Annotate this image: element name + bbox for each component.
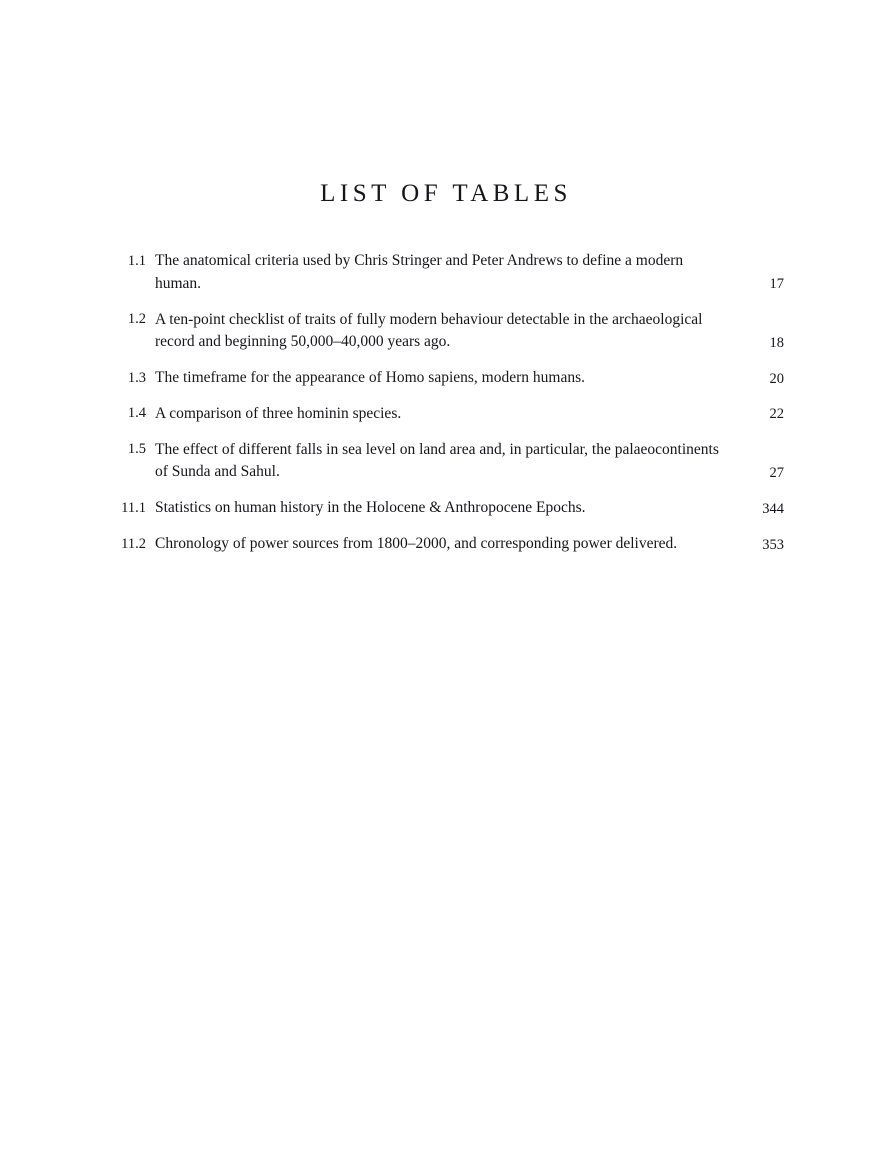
list-of-tables [108, 250, 784, 569]
page-number: 353 [762, 536, 784, 553]
table-caption-text: The anatomical criteria used by Chris Stringer and Peter Andrews to define a modern human. [155, 252, 684, 292]
list-item[interactable] [108, 403, 784, 426]
table-caption-italic: Homo sapiens [385, 369, 474, 387]
list-item[interactable] [108, 439, 784, 485]
table-caption [155, 439, 738, 485]
table-caption [155, 403, 738, 426]
page-number: 20 [769, 370, 784, 387]
list-item[interactable] [108, 309, 784, 355]
page-number: 22 [769, 406, 784, 423]
table-caption-text: The timeframe for the appearance of [155, 369, 386, 387]
page-number: 17 [769, 276, 784, 293]
table-number: 1.1 [127, 252, 146, 269]
page-title: LIST OF TABLES [320, 180, 572, 207]
list-item[interactable] [108, 533, 784, 556]
table-caption [155, 367, 738, 390]
table-caption-text: Chronology of power sources from 1800–2000, and corresponding power delivered. [155, 535, 678, 553]
table-number: 11.1 [121, 499, 146, 516]
table-caption-text: A ten-point checklist of traits of fully modern behaviour detectable in the archaeological record and beginning 50,000–40,000 years ago. [155, 310, 703, 351]
table-number: 1.3 [127, 369, 146, 386]
table-number: 1.4 [127, 405, 146, 422]
page-number: 18 [769, 334, 784, 351]
list-item[interactable] [108, 497, 784, 520]
list-item[interactable] [108, 250, 784, 296]
table-caption [155, 309, 738, 355]
table-caption-text: A comparison of three hominin species. [155, 404, 402, 422]
table-number: 11.2 [121, 535, 146, 552]
page-number: 344 [762, 500, 784, 517]
page-number: 27 [769, 464, 784, 481]
table-caption [155, 497, 738, 520]
table-caption [155, 250, 738, 296]
table-number: 1.2 [127, 311, 146, 328]
table-caption-text: Statistics on human history in the Holocene & Anthropocene Epochs. [155, 499, 586, 517]
table-caption-text-after: , modern humans. [473, 369, 585, 387]
table-number: 1.5 [127, 441, 146, 458]
list-item[interactable] [108, 367, 784, 390]
table-caption-text: The effect of different falls in sea level on land area and, in particular, the palaeocontinents of Sunda and Sahul. [155, 440, 719, 481]
table-caption [155, 533, 738, 556]
